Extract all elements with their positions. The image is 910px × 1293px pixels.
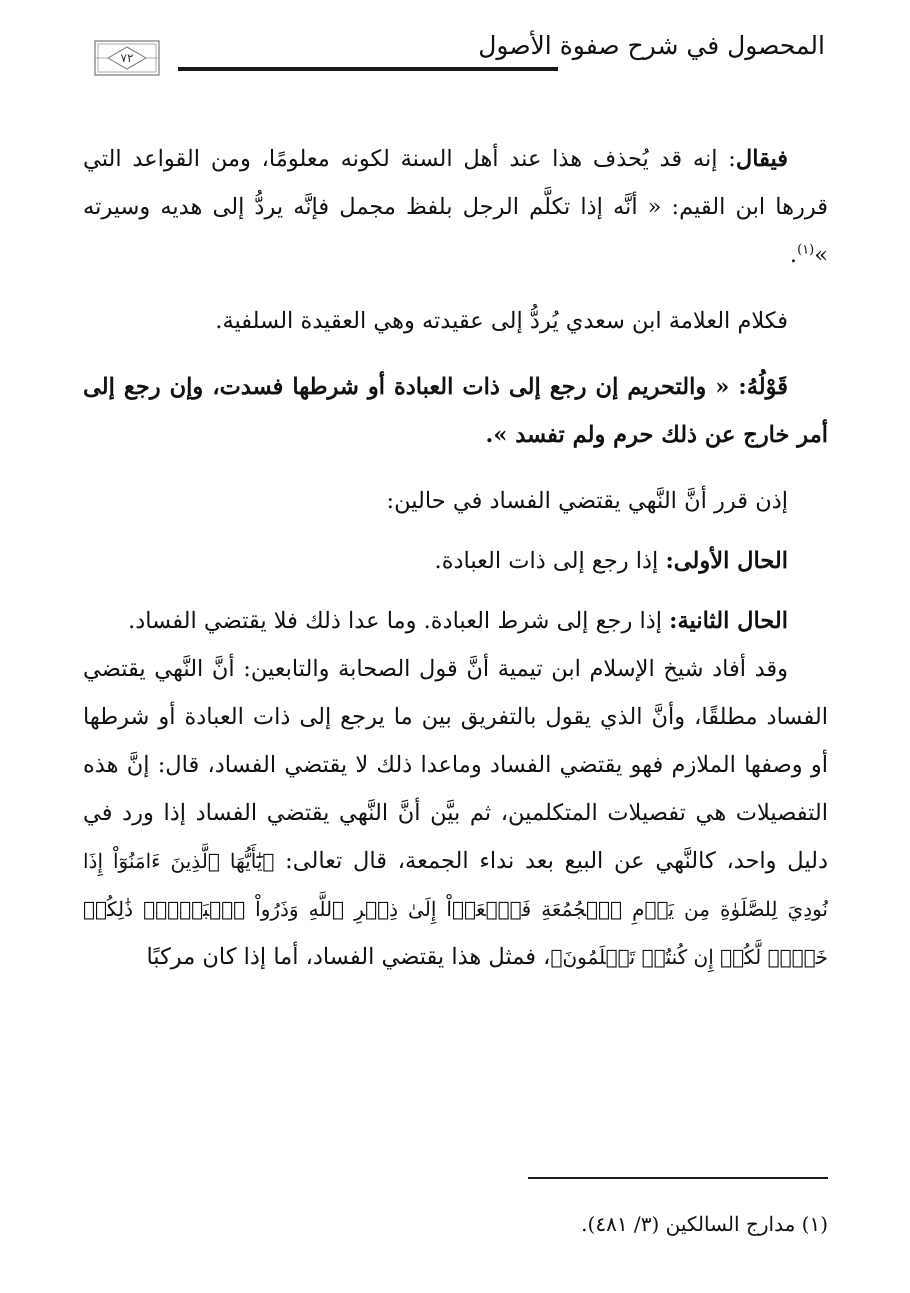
footnote-rule — [528, 1177, 828, 1179]
paragraph-6 — [83, 597, 828, 645]
paragraph-7 — [83, 645, 828, 981]
paragraph-2: فكلام العلامة ابن سعدي يُردُّ إلى عقيدته وهي العقيدة السلفية. — [215, 308, 788, 334]
paragraph-lead: فيقال — [735, 146, 788, 172]
header-rule — [178, 67, 558, 71]
paragraph-1 — [83, 135, 828, 279]
book-title: المحصول في شرح صفوة الأصول — [478, 31, 825, 60]
paragraph-text: : إنه قد يُحذف هذا عند أهل السنة لكونه معلومًا، ومن القواعد التي قررها ابن القيم: « أنَّه إذا تكلَّم الرجل بلفظ مجمل فإنَّه يردُّ إلى هديه وسيرته » — [83, 146, 828, 268]
paragraph-5 — [83, 537, 828, 585]
case-two-text: إذا رجع إلى شرط العبادة. وما عدا ذلك فلا يقتضي الفساد. — [128, 608, 670, 634]
main-text — [83, 135, 828, 981]
case-one-label: الحال الأولى: — [665, 548, 788, 574]
paragraph-4: إذن قرر أنَّ النَّهي يقتضي الفساد في حالين: — [386, 488, 788, 514]
case-two-label: الحال الثانية: — [669, 608, 788, 634]
paragraph-end: . — [789, 242, 798, 268]
paragraph-continuation: ، فمثل هذا يقتضي الفساد، أما إذا كان مركبًا — [146, 944, 551, 970]
case-one-text: إذا رجع إلى ذات العبادة. — [434, 548, 666, 574]
qawluhu-lead: قَوْلُهُ: — [738, 374, 788, 400]
page-number: ٧٢ — [120, 51, 134, 65]
quoted-matn: « والتحريم إن رجع إلى ذات العبادة أو شرطها فسدت، وإن رجع إلى أمر خارج عن ذلك حرم ولم تفسد ». — [83, 374, 828, 448]
paragraph-text: وقد أفاد شيخ الإسلام ابن تيمية أنَّ قول الصحابة والتابعين: أنَّ النَّهي يقتضي الفساد مطلقًا، وأنَّ الذي يقول بالتفريق بين ما يرجع إلى ذات العبادة أو شرطها أو وصفها الملازم فهو يقتضي الفساد وماعدا ذلك لا يقتضي الفساد، قال: إنَّ هذه التفصيلات هي تفصيلات المتكلمين، ثم بيَّن أنَّ النَّهي يقتضي الفساد إذا ورد في دليل واحد، كالنَّهي عن البيع بعد نداء الجمعة، قال تعالى: — [83, 656, 828, 874]
footnote: (١) مدارج السالكين (٣/ ٤٨١). — [581, 1212, 828, 1236]
page-number-frame — [94, 40, 160, 76]
footnote-marker: (١) — [797, 242, 815, 258]
quran-verse: ﴿يَٰٓأَيُّهَا ٱلَّذِينَ ءَامَنُوٓاْ إِذَا نُودِيَ لِلصَّلَوٰةِ مِن يَوۡمِ ٱلۡجُمُعَةِ فَٱسۡعَوۡاْ إِلَىٰ ذِكۡرِ ٱللَّهِ وَذَرُواْ ٱلۡبَيۡعَۚ ذَٰلِكُمۡ خَيۡرٞ لَّكُمۡ إِن كُنتُمۡ تَعۡلَمُونَ﴾ — [83, 849, 828, 969]
paragraph-3 — [83, 363, 828, 459]
